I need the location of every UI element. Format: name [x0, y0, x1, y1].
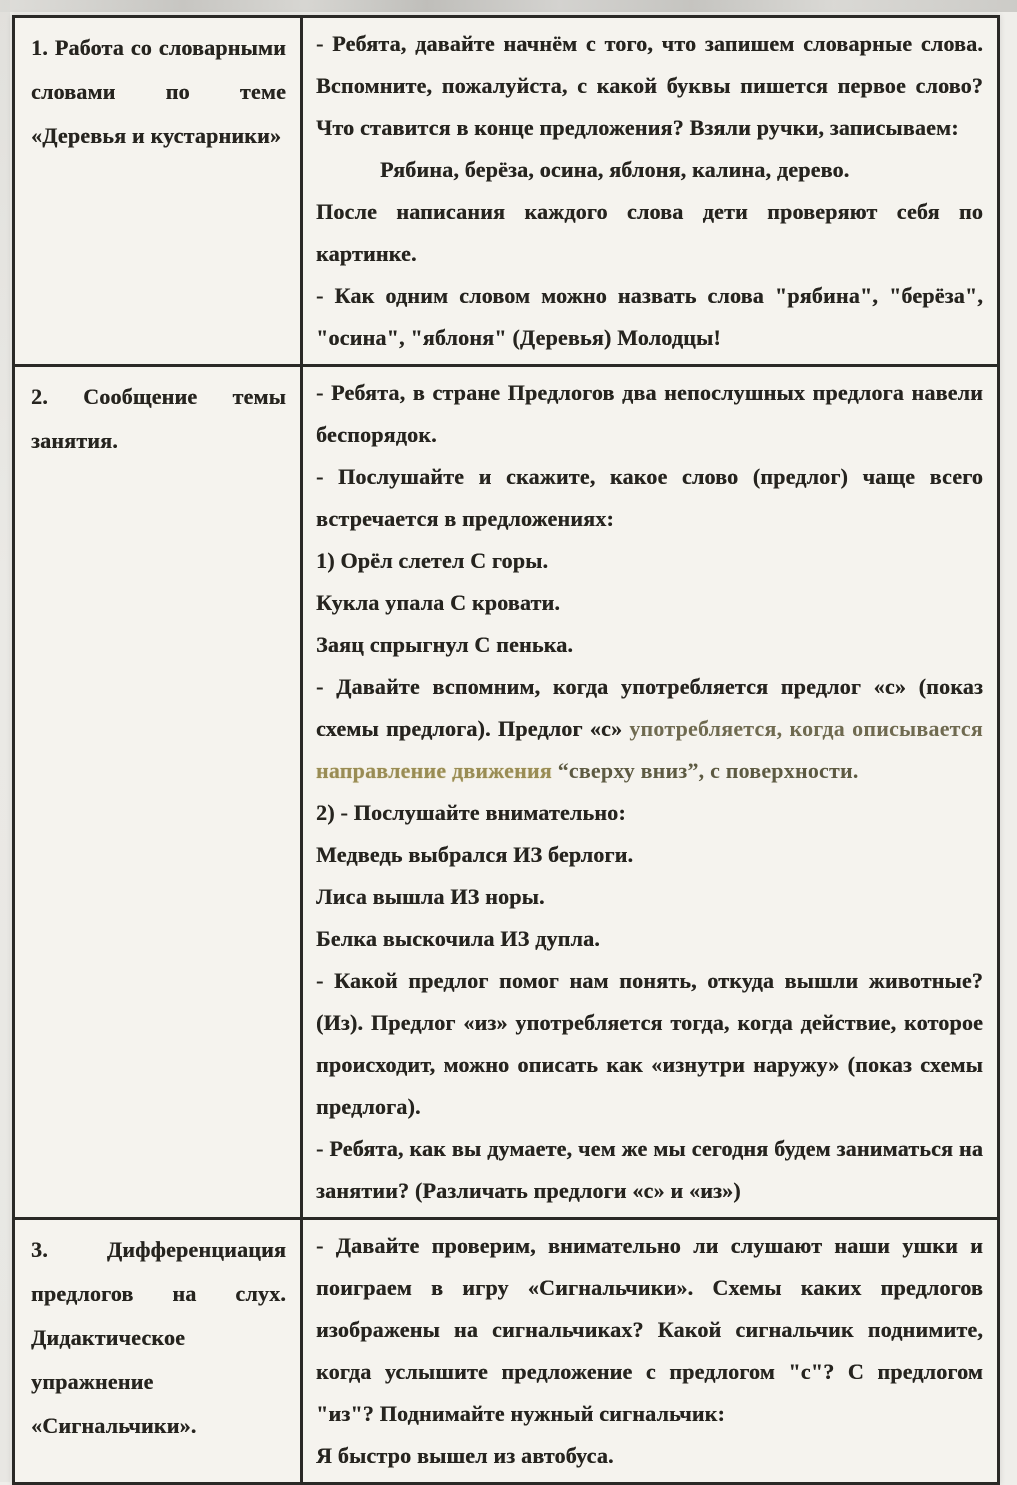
example-sentence: 1) Орёл слетел С горы. — [316, 548, 549, 573]
vocabulary-words-line: Рябина, берёза, осина, яблоня, калина, дерево. — [380, 157, 850, 182]
lesson-plan-table — [12, 15, 1000, 1485]
faded-text-1: употребляется, когда описывается — [629, 716, 983, 741]
table-row-2 — [15, 364, 997, 1217]
activity-title-3: 3. Дифференциация предлогов на слух. Дидактическое упражнение «Сигнальчики». — [31, 1237, 286, 1438]
dialogue-paragraph: - Какой предлог помог нам понять, откуда вышли животные? (Из). Предлог «из» употребляется тогда, когда действие, которое происходит, можно описать как «изнутри наружу» (показ схемы предлога). — [316, 968, 983, 1119]
activity-cell-3 — [15, 1220, 303, 1482]
dialogue-paragraph: - Ребята, в стране Предлогов два непослушных предлога навели беспорядок. — [316, 380, 983, 447]
content-cell-2 — [303, 367, 997, 1217]
example-sentence: Лиса вышла ИЗ норы. — [316, 884, 545, 909]
table-row-1 — [15, 18, 997, 364]
content-cell-1 — [303, 18, 997, 364]
activity-cell-1 — [15, 18, 303, 364]
scan-artifact-top-edge — [0, 0, 1017, 12]
dialogue-paragraph: - Давайте проверим, внимательно ли слушают наши ушки и поиграем в игру «Сигнальчики». Схемы каких предлогов изображены на сигнальчиках? Какой сигнальчик поднимите, когда услышите предложение с предлогом "с"? С предлогом "из"? Поднимайте нужный сигнальчик: — [316, 1233, 983, 1426]
dialogue-paragraph: - Ребята, как вы думаете, чем же мы сегодня будем заниматься на занятии? (Различать предлоги «с» и «из») — [316, 1136, 983, 1203]
example-sentence: Я быстро вышел из автобуса. — [316, 1443, 614, 1468]
dialogue-paragraph: - Ребята, давайте начнём с того, что запишем словарные слова. Вспомните, пожалуйста, с какой буквы пишется первое слово? Что ставится в конце предложения? Взяли ручки, записываем: — [316, 31, 983, 140]
content-cell-3 — [303, 1220, 997, 1482]
dialogue-paragraph-mixed — [316, 666, 983, 792]
activity-cell-2 — [15, 367, 303, 1217]
scan-artifact-left-edge — [0, 0, 10, 1482]
example-sentence: Белка выскочила ИЗ дупла. — [316, 926, 600, 951]
faded-text-2: направление движения — [316, 758, 558, 783]
faded-text-3: “сверху вниз”, с поверхности. — [557, 758, 859, 783]
activity-title-1: 1. Работа со словарными словами по теме «Деревья и кустарники» — [31, 35, 286, 148]
dialogue-paragraph: После написания каждого слова дети проверяют себя по картинке. — [316, 199, 983, 266]
dialogue-paragraph: - Как одним словом можно назвать слова "рябина", "берёза", "осина", "яблоня" (Деревья) Молодцы! — [316, 283, 983, 350]
activity-title-2: 2. Сообщение темы занятия. — [31, 384, 286, 453]
dialogue-paragraph: 2) - Послушайте внимательно: — [316, 800, 626, 825]
dialogue-paragraph: - Послушайте и скажите, какое слово (предлог) чаще всего встречается в предложениях: — [316, 464, 983, 531]
table-row-3 — [15, 1217, 997, 1482]
dialogue-text: - Давайте вспомним, когда употребляется предлог «с» (показ схемы предлога). Предлог «с» — [316, 674, 983, 741]
example-sentence: Кукла упала С кровати. — [316, 590, 561, 615]
example-sentence: Заяц спрыгнул С пенька. — [316, 632, 574, 657]
example-sentence: Медведь выбрался ИЗ берлоги. — [316, 842, 634, 867]
